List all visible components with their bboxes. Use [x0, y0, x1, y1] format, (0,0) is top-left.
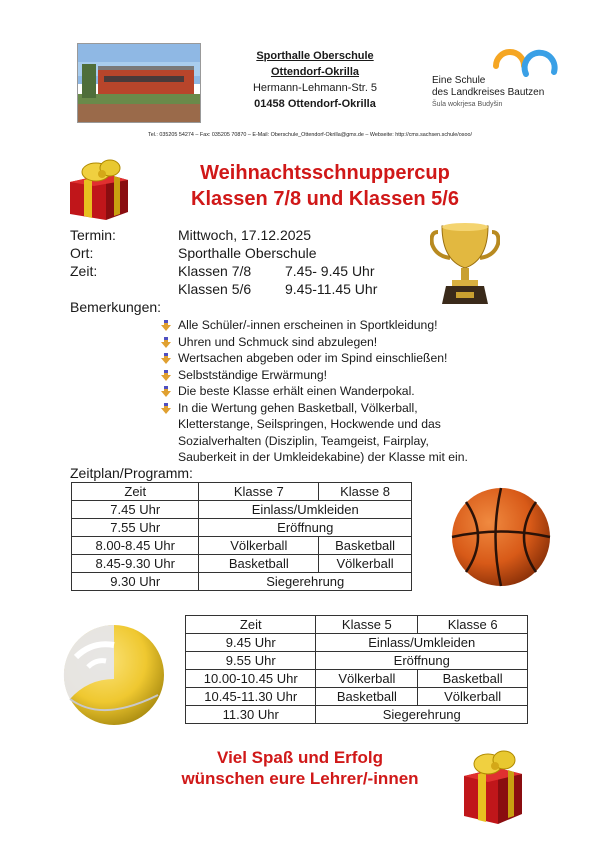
zeit-row2-class: Klassen 5/6: [178, 281, 252, 297]
zeit-label: Zeit:: [70, 263, 98, 279]
ort-value: Sporthalle Oberschule: [178, 245, 317, 261]
school-line-1: Eine Schule: [432, 75, 486, 86]
gift-icon-bottom: [458, 742, 528, 833]
table-header-row: [186, 616, 528, 634]
table-row: 8.45-9.30 Uhr Basketball Völkerball: [72, 555, 412, 573]
closing-message: [140, 747, 460, 789]
title-line-2: Klassen 7/8 und Klassen 5/6: [191, 188, 459, 210]
termin-value: Mittwoch, 17.12.2025: [178, 227, 312, 243]
list-item: Wertsachen abgeben oder im Spind einschließen!: [160, 350, 468, 367]
school-line-3: Šula wokrjesa Budyšin: [432, 101, 503, 108]
header-cell: Klasse 8: [319, 483, 412, 501]
list-item: Die beste Klasse erhält einen Wanderpokal.: [160, 383, 468, 400]
softball-icon: [62, 623, 166, 732]
zeitplan-label: Zeitplan/Programm:: [70, 465, 193, 481]
zeit-row2-time: 9.45-11.45 Uhr: [285, 281, 378, 297]
list-item-continuation: Kletterstange, Seilspringen, Hockwende und das: [178, 417, 441, 431]
list-item: Uhren und Schmuck sind abzulegen!: [160, 334, 468, 351]
list-item-continuation: Sauberkeit in der Umkleidekabine) der Klasse mit ein.: [178, 450, 468, 464]
list-item: Selbstständige Erwärmung!: [160, 367, 468, 384]
list-item-continuation: Sozialverhalten (Disziplin, Teamgeist, Fairplay,: [178, 433, 429, 448]
postal-address: 01458 Ottendorf-Okrilla: [254, 98, 376, 110]
header-cell: Klasse 5: [316, 616, 418, 634]
table-row: 7.55 Uhr Eröffnung: [72, 519, 412, 537]
table-header-row: [72, 483, 412, 501]
table-row: 8.00-8.45 Uhr Völkerball Basketball: [72, 537, 412, 555]
header-cell: Klasse 6: [418, 616, 528, 634]
list-item: In die Wertung gehen Basketball, Völkerball,: [160, 400, 468, 417]
table-row: 10.00-10.45 Uhr Völkerball Basketball: [186, 670, 528, 688]
school-line-2: des Landkreises Bautzen: [432, 87, 545, 98]
school-network-label: [432, 75, 544, 111]
schedule-table-7-8: [71, 482, 412, 591]
zeit-row1-time: 7.45- 9.45 Uhr: [285, 263, 375, 279]
table-row: 10.45-11.30 Uhr Basketball Völkerball: [186, 688, 528, 706]
footer-line-2: wünschen eure Lehrer/-innen: [181, 769, 419, 788]
arrow-bullet-icon: [161, 319, 171, 330]
footer-line-1: Viel Spaß und Erfolg: [217, 748, 383, 767]
trophy-icon: [430, 220, 500, 315]
arrow-bullet-icon: [161, 385, 171, 396]
bemerkungen-label: Bemerkungen:: [70, 299, 162, 315]
basketball-icon: [450, 486, 552, 593]
header-cell: Zeit: [186, 616, 316, 634]
title-line-1: Weihnachtsschnuppercup: [200, 162, 450, 184]
arrow-bullet-icon: [161, 369, 171, 380]
arrow-bullet-icon: [161, 336, 171, 347]
arrow-bullet-icon: [161, 352, 171, 363]
hall-title: Sporthalle Oberschule: [256, 50, 374, 62]
street-address: Hermann-Lehmann-Str. 5: [252, 82, 378, 94]
header-cell: Klasse 7: [199, 483, 319, 501]
zeit-row1-class: Klassen 7/8: [178, 263, 252, 279]
schedule-table-5-6: [185, 615, 528, 724]
list-item: Alle Schüler/-innen erscheinen in Sportkleidung!: [160, 317, 468, 334]
remarks-list: [160, 317, 468, 466]
hall-city: Ottendorf-Okrilla: [270, 66, 359, 78]
school-address-block: [215, 48, 415, 112]
table-row: 11.30 Uhr Siegerehrung: [186, 706, 528, 724]
header-cell: Zeit: [72, 483, 199, 501]
table-row: 9.55 Uhr Eröffnung: [186, 652, 528, 670]
school-building-photo: [77, 43, 201, 123]
table-row: 7.45 Uhr Einlass/Umkleiden: [72, 501, 412, 519]
termin-label: Termin:: [70, 227, 116, 243]
event-title: [120, 160, 530, 212]
contact-line: Tel.: 035205 54274 – Fax: 035205 70870 – E-Mail: Oberschule_Ottendorf-Okrilla@gmx.de – Webseite: http://cms.sachsen.schule/osoo/: [148, 132, 472, 138]
table-row: 9.45 Uhr Einlass/Umkleiden: [186, 634, 528, 652]
table-row: 9.30 Uhr Siegerehrung: [72, 573, 412, 591]
ort-label: Ort:: [70, 245, 94, 261]
arrow-bullet-icon: [161, 402, 171, 413]
